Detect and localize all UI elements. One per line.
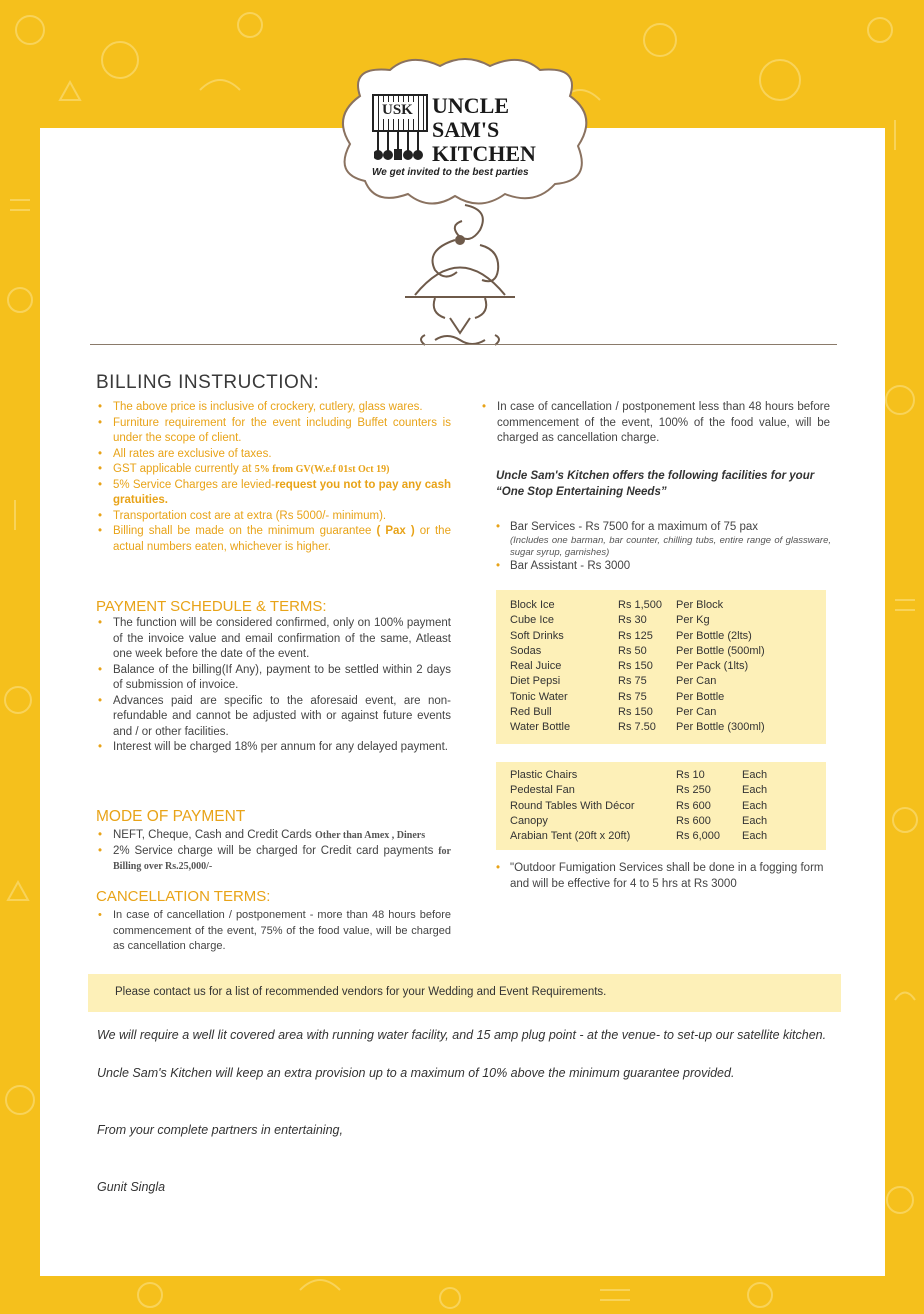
payment-schedule-list bbox=[96, 616, 451, 756]
credit-card-charge-text: 2% Service charge will be charged for Credit card payments bbox=[113, 844, 434, 857]
beverages-unit: Per Can bbox=[676, 706, 717, 719]
furniture-row bbox=[510, 799, 820, 814]
beverages-item: Real Juice bbox=[510, 660, 562, 673]
logo-badge bbox=[372, 94, 428, 132]
beverages-unit: Per Pack (1lts) bbox=[676, 660, 749, 673]
beverages-price: Rs 125 bbox=[618, 629, 653, 642]
beverages-item: Sodas bbox=[510, 644, 542, 657]
beverages-item: Water Bottle bbox=[510, 721, 571, 734]
cancellation-item: • In case of cancellation / postponement - more than 48 hours before commencement of the event, 75% of the food value, will be charged as cancellation charge. bbox=[96, 908, 451, 955]
facilities-intro: Uncle Sam's Kitchen offers the following facilities for your “One Stop Entertaining Needs” bbox=[496, 470, 815, 498]
furniture-unit: Each bbox=[742, 769, 768, 781]
furniture-item: Pedestal Fan bbox=[510, 784, 575, 797]
payment-item: • Interest will be charged 18% per annum for any delayed payment. bbox=[96, 740, 451, 756]
beverages-row bbox=[510, 720, 820, 735]
pax-label: ( Pax ) bbox=[376, 525, 415, 537]
furniture-row bbox=[510, 768, 820, 783]
beverages-row bbox=[510, 674, 820, 689]
beverages-item: Red Bull bbox=[510, 706, 552, 719]
furniture-item: Arabian Tent (20ft x 20ft) bbox=[510, 830, 631, 843]
no-gratuity-note: request you not to pay any cash gratuities. bbox=[113, 478, 451, 506]
card-exclusion-note: Other than Amex , Diners bbox=[315, 830, 426, 841]
billing-list bbox=[96, 400, 451, 555]
logo-badge-text: USK bbox=[382, 102, 413, 118]
beverages-row bbox=[510, 629, 820, 644]
furniture-table bbox=[510, 768, 820, 844]
cancellation-heading: CANCELLATION TERMS: bbox=[96, 888, 271, 905]
beverages-item: Block Ice bbox=[510, 599, 555, 611]
beverages-price: Rs 50 bbox=[618, 644, 647, 657]
beverages-price: Rs 75 bbox=[618, 690, 647, 703]
beverages-unit: Per Bottle (300ml) bbox=[676, 721, 765, 734]
provision-text: Uncle Sam's Kitchen will keep an extra provision up to a maximum of 10% above the minimum guarantee provided. bbox=[97, 1066, 735, 1080]
chef-cloche-icon bbox=[395, 200, 525, 360]
beverages-unit: Per Can bbox=[676, 675, 717, 688]
beverages-unit: Per Bottle (2lts) bbox=[676, 629, 752, 642]
cancellation-list-continued bbox=[480, 400, 830, 447]
beverages-row bbox=[510, 613, 820, 628]
signature-name: Gunit Singla bbox=[97, 1180, 166, 1194]
utensils-icon bbox=[374, 130, 426, 160]
payment-item: • The function will be considered confirmed, only on 100% payment of the invoice value and email confirmation of the same, Atleast one week before the date of the event. bbox=[96, 616, 451, 663]
actual-numbers-text: or the actual numbers eaten, whichever is higher. bbox=[113, 525, 451, 553]
logo-name-line2: SAM'S bbox=[432, 117, 500, 142]
beverages-unit: Per Kg bbox=[676, 614, 710, 627]
furniture-unit: Each bbox=[742, 784, 768, 797]
bar-services-note: (Includes one barman, bar counter, chilling tubs, entire range of glassware, sugar syrup, garnishes) bbox=[510, 535, 831, 558]
billing-threshold-note: for Billing over Rs.25,000/- bbox=[113, 845, 451, 872]
billing-heading: BILLING INSTRUCTION: bbox=[96, 372, 320, 393]
mode-of-payment-heading: MODE OF PAYMENT bbox=[96, 808, 246, 825]
vendor-contact-banner bbox=[88, 974, 841, 1012]
furniture-price: Rs 600 bbox=[676, 814, 711, 827]
furniture-unit: Each bbox=[742, 799, 768, 812]
beverages-unit: Per Block bbox=[676, 599, 724, 611]
payment-item: • Balance of the billing(If Any), payment to be settled within 2 days of submission of invoice. bbox=[96, 663, 451, 694]
billing-item bbox=[96, 524, 451, 555]
beverages-row bbox=[510, 690, 820, 705]
vendor-contact-text: Please contact us for a list of recommended vendors for your Wedding and Event Requirements. bbox=[115, 986, 607, 998]
payment-item: • Advances paid are specific to the aforesaid event, are non-refundable and cannot be adjusted with or against future events and / or other facilities. bbox=[96, 694, 451, 741]
beverages-item: Cube Ice bbox=[510, 614, 555, 627]
furniture-row bbox=[510, 783, 820, 798]
beverages-price: Rs 30 bbox=[618, 614, 647, 627]
furniture-item: Round Tables With Décor bbox=[510, 799, 635, 812]
furniture-row bbox=[510, 829, 820, 844]
beverages-row bbox=[510, 644, 820, 659]
billing-item bbox=[96, 478, 451, 509]
bar-services-item bbox=[496, 520, 831, 559]
service-charge-text: 5% Service Charges are levied- bbox=[113, 478, 275, 491]
beverages-unit: Per Bottle bbox=[676, 690, 725, 703]
bar-services-list bbox=[496, 520, 831, 574]
fumigation-list bbox=[496, 860, 836, 892]
furniture-price: Rs 10 bbox=[676, 769, 705, 781]
beverages-item: Tonic Water bbox=[510, 690, 568, 703]
beverages-price: Rs 150 bbox=[618, 660, 653, 673]
payment-modes-text: NEFT, Cheque, Cash and Credit Cards bbox=[113, 829, 312, 841]
billing-item: • All rates are exclusive of taxes. bbox=[96, 447, 451, 463]
beverages-price: Rs 150 bbox=[618, 706, 653, 719]
billing-item: • Furniture requirement for the event including Buffet counters is under the scope of client. bbox=[96, 416, 451, 447]
header-divider bbox=[90, 344, 837, 345]
payment-mode-item bbox=[96, 844, 451, 875]
beverages-item: Soft Drinks bbox=[510, 629, 564, 642]
sign-off-text: From your complete partners in entertaining, bbox=[97, 1123, 343, 1137]
furniture-price: Rs 600 bbox=[676, 799, 711, 812]
beverages-price: Rs 1,500 bbox=[618, 599, 663, 611]
furniture-price: Rs 6,000 bbox=[676, 830, 721, 843]
payment-mode-item bbox=[96, 828, 451, 844]
furniture-unit: Each bbox=[742, 814, 768, 827]
furniture-item: Canopy bbox=[510, 814, 548, 827]
beverages-table bbox=[510, 598, 820, 736]
bar-assistant-item: • Bar Assistant - Rs 3000 bbox=[496, 559, 831, 574]
beverages-price: Rs 7.50 bbox=[618, 721, 656, 734]
minimum-guarantee-text: Billing shall be made on the minimum guarantee bbox=[113, 525, 372, 537]
cancellation-list bbox=[96, 908, 451, 955]
fumigation-item: • "Outdoor Fumigation Services shall be done in a fogging form and will be effective for 4 to 5 hrs at Rs 3000 bbox=[496, 860, 836, 892]
furniture-unit: Each bbox=[742, 830, 768, 843]
payment-schedule-heading: PAYMENT SCHEDULE & TERMS: bbox=[96, 598, 327, 615]
beverages-price: Rs 75 bbox=[618, 675, 647, 688]
logo-name-line3: KITCHEN bbox=[432, 141, 536, 166]
beverages-row bbox=[510, 705, 820, 720]
logo-name-line1: UNCLE bbox=[432, 93, 510, 118]
billing-item: • Transportation cost are at extra (Rs 5000/- minimum). bbox=[96, 509, 451, 525]
furniture-row bbox=[510, 814, 820, 829]
beverages-row bbox=[510, 598, 820, 613]
cancellation-item: • In case of cancellation / postponement less than 48 hours before commencement of the event, 100% of the food value, will be charged as cancellation charge. bbox=[480, 400, 830, 447]
furniture-item: Plastic Chairs bbox=[510, 769, 578, 781]
venue-requirement-text: We will require a well lit covered area with running water facility, and 15 amp plug point - at the venue- to set-up our satellite kitchen. bbox=[97, 1028, 827, 1042]
gst-rate-note: 5% from GV(W.e.f 01st Oct 19) bbox=[254, 464, 390, 475]
furniture-price: Rs 250 bbox=[676, 784, 711, 797]
billing-item bbox=[96, 462, 451, 478]
beverages-row bbox=[510, 659, 820, 674]
logo-tagline: We get invited to the best parties bbox=[372, 167, 529, 178]
bar-services-text: • Bar Services - Rs 7500 for a maximum of 75 pax bbox=[510, 521, 758, 533]
billing-item: • The above price is inclusive of crockery, cutlery, glass wares. bbox=[96, 400, 451, 416]
mode-of-payment-list bbox=[96, 828, 451, 875]
beverages-item: Diet Pepsi bbox=[510, 675, 561, 688]
gst-text: GST applicable currently at bbox=[113, 463, 252, 475]
beverages-unit: Per Bottle (500ml) bbox=[676, 644, 765, 657]
